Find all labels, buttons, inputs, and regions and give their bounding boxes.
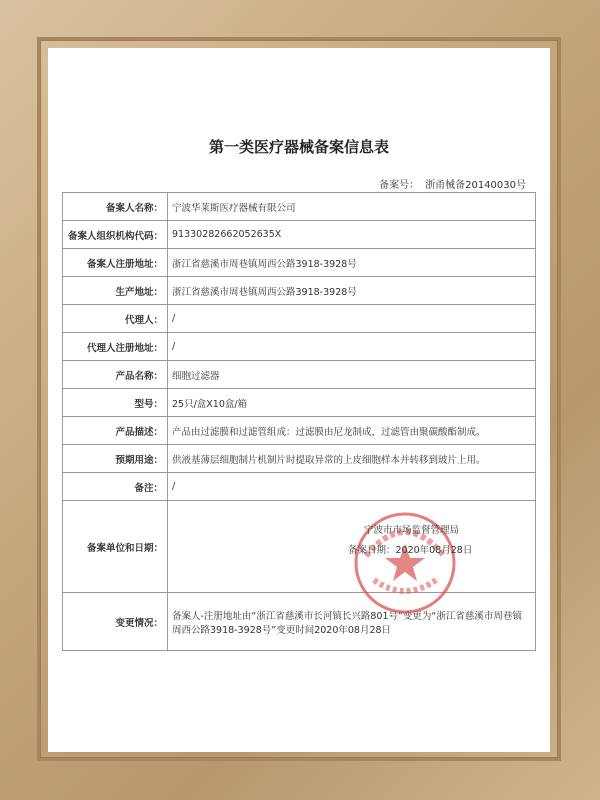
table-row bbox=[63, 221, 536, 249]
row-label: 产品描述： bbox=[63, 417, 168, 445]
row-label: 备案人组织机构代码： bbox=[63, 221, 168, 249]
registration-number-label: 备案号： bbox=[379, 180, 420, 191]
row-label: 备案单位和日期： bbox=[63, 501, 168, 593]
registration-number-value: 浙甬械备20140030号 bbox=[425, 180, 526, 191]
row-value: 宁波华莱斯医疗器械有限公司 bbox=[168, 193, 536, 221]
row-value: 备案人-注册地址由“浙江省慈溪市长河镇长兴路801号”变更为“浙江省慈溪市周巷镇周西公路3918-3928号”变更时间2020年08月28日 bbox=[168, 593, 536, 651]
row-value: / bbox=[168, 473, 536, 501]
row-label: 代理人： bbox=[63, 305, 168, 333]
table-row bbox=[63, 593, 536, 651]
table-row bbox=[63, 277, 536, 305]
row-value: 浙江省慈溪市周巷镇周西公路3918-3928号 bbox=[168, 277, 536, 305]
table-row bbox=[63, 193, 536, 221]
table-row bbox=[63, 417, 536, 445]
document-title: 第一类医疗器械备案信息表 bbox=[208, 138, 389, 156]
row-label: 备案人注册地址： bbox=[63, 249, 168, 277]
table-row bbox=[63, 389, 536, 417]
row-value: 供液基薄层细胞制片机制片时提取异常的上皮细胞样本并转移到玻片上用。 bbox=[168, 445, 536, 473]
table-row bbox=[63, 361, 536, 389]
row-value: 产品由过滤膜和过滤管组成：过滤膜由尼龙制成，过滤管由聚碳酸酯制成。 bbox=[168, 417, 536, 445]
table-row bbox=[63, 445, 536, 473]
sign-date: 备案日期：2020年08月28日 bbox=[348, 545, 473, 556]
row-value: 浙江省慈溪市周巷镇周西公路3918-3928号 bbox=[168, 249, 536, 277]
row-label: 型号： bbox=[63, 389, 168, 417]
row-label: 变更情况： bbox=[63, 593, 168, 651]
row-label: 代理人注册地址： bbox=[63, 333, 168, 361]
row-value: 91330282662052635X bbox=[168, 221, 536, 249]
row-value: 细胞过滤器 bbox=[168, 361, 536, 389]
row-label: 备案人名称： bbox=[63, 193, 168, 221]
info-table bbox=[62, 192, 536, 651]
table-row bbox=[63, 305, 536, 333]
signer-name: 宁波市市场监督管理局 bbox=[364, 525, 460, 536]
table-row bbox=[63, 333, 536, 361]
row-value: 25只/盒X10盒/箱 bbox=[168, 389, 536, 417]
document-sheet bbox=[48, 48, 550, 752]
registration-number bbox=[379, 176, 526, 191]
row-value: / bbox=[168, 333, 536, 361]
table-row bbox=[63, 249, 536, 277]
row-label: 预期用途： bbox=[63, 445, 168, 473]
row-label: 生产地址： bbox=[63, 277, 168, 305]
row-value: / bbox=[168, 305, 536, 333]
row-label: 备注： bbox=[63, 473, 168, 501]
table-row bbox=[63, 473, 536, 501]
row-label: 产品名称： bbox=[63, 361, 168, 389]
